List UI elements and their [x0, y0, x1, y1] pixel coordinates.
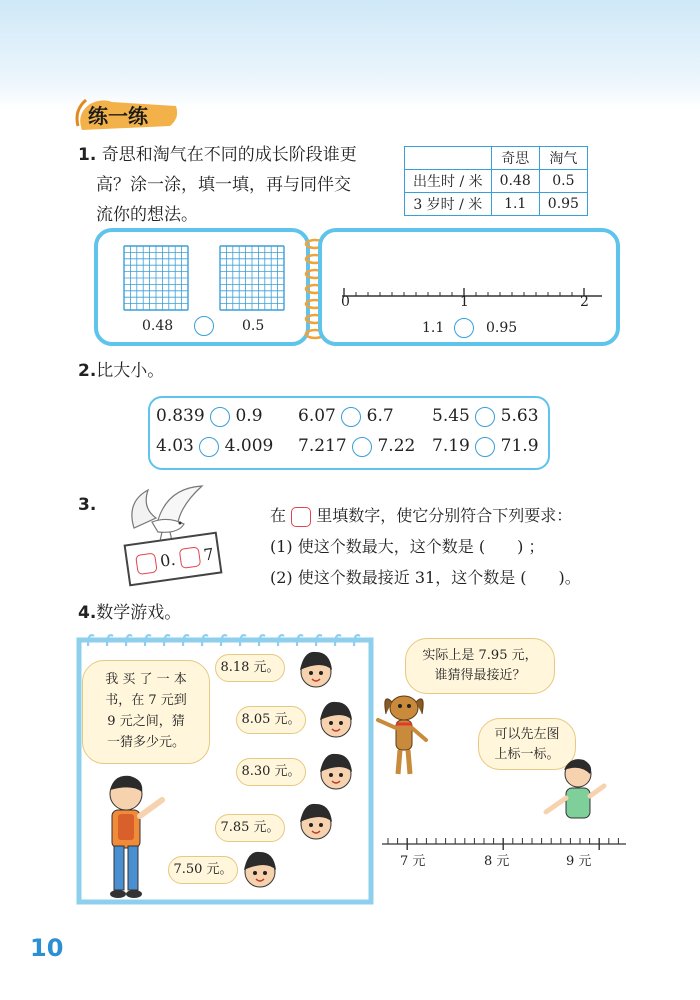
compare-left: 7.217 — [298, 436, 347, 456]
header-band — [0, 0, 700, 110]
child-face-icon — [244, 852, 276, 887]
q2-title — [78, 356, 164, 386]
page-number: 10 — [30, 934, 64, 962]
q1-line-3: 流你的想法。 — [96, 205, 198, 225]
bubble-line: 谁猜得最接近？ — [434, 668, 526, 683]
q1-text — [78, 140, 398, 230]
child-face-icon — [320, 702, 352, 737]
q1-number-line-panel — [318, 228, 620, 346]
compare-right: 5.63 — [500, 406, 539, 426]
child-face-icon — [320, 754, 352, 789]
digit-box-icon — [291, 507, 311, 527]
number-line-tick-1: 1 — [460, 294, 469, 310]
compare-circle[interactable] — [454, 318, 474, 338]
bubble-line: 实际上是 7.95 元， — [422, 648, 538, 663]
number-line-tick-2: 2 — [580, 294, 589, 310]
line-left-label: 1.1 — [422, 320, 445, 336]
bubble-line: 上标一标。 — [494, 747, 560, 762]
compare-right: 6.7 — [366, 406, 394, 426]
compare-right: 0.9 — [235, 406, 263, 426]
line-right-label: 0.95 — [486, 320, 518, 336]
child-faces — [236, 640, 366, 900]
hundredths-grids — [98, 242, 306, 322]
compare-left: 4.03 — [156, 436, 194, 456]
compare-circle[interactable] — [199, 437, 219, 457]
compare-circle[interactable] — [210, 407, 230, 427]
table-cell: 0.48 — [491, 170, 539, 193]
grid-right-label: 0.5 — [242, 318, 265, 334]
dog-speech-bubble — [405, 638, 555, 694]
child-face-icon — [300, 804, 332, 839]
table-header-taoqi: 淘气 — [539, 147, 587, 170]
digit-box[interactable] — [135, 552, 158, 575]
bubble-line: 可以先左图 — [494, 727, 560, 742]
q2-title-text: 比大小。 — [96, 361, 165, 381]
table-cell — [405, 147, 492, 170]
boy-figure — [96, 772, 172, 902]
bubble-line: 一猜多少元。 — [106, 735, 185, 750]
bubble-line: 我 买 了 一 本 — [105, 672, 187, 687]
bubble-line: 9 元之间，猜 — [107, 714, 185, 729]
q3-number: 3. — [78, 495, 97, 515]
section-title: 练一练 — [88, 104, 148, 128]
compare-left: 7.19 — [432, 436, 470, 456]
q1-grid-panel — [94, 228, 310, 346]
compare-left: 5.45 — [432, 406, 470, 426]
compare-circle[interactable] — [352, 437, 372, 457]
dog-figure — [372, 690, 432, 780]
q3-line-2: (2) 使这个数最接近 31，这个数是 ( )。 — [270, 568, 581, 587]
guess-bubble: 7.85 元。 — [215, 814, 285, 842]
q4-title — [78, 598, 181, 628]
q1-height-table — [404, 146, 588, 216]
guess-bubble: 7.50 元。 — [168, 856, 238, 884]
q2-row-1 — [156, 406, 546, 432]
digit-box[interactable] — [179, 546, 202, 569]
compare-left: 6.07 — [298, 406, 336, 426]
boy-speech-bubble — [82, 660, 210, 764]
table-cell: 3 岁时 / 米 — [405, 193, 492, 216]
q3-line-1: (1) 使这个数最大，这个数是 ( ) ； — [270, 537, 545, 556]
table-cell: 出生时 / 米 — [405, 170, 492, 193]
compare-right: 71.9 — [500, 436, 539, 456]
grid-left-label: 0.48 — [142, 318, 174, 334]
q1-number: 1. — [78, 145, 97, 165]
ruler-label-7: 7 元 — [400, 854, 426, 869]
child-face-icon — [300, 652, 332, 687]
q3-text — [270, 500, 620, 593]
table-row — [405, 193, 588, 216]
q3-intro-before: 在 — [270, 506, 287, 525]
compare-circle[interactable] — [194, 316, 214, 336]
compare-left: 0.839 — [156, 406, 205, 426]
q4-number: 4. — [78, 603, 97, 623]
q3-intro-after: 里填数字，使它分别符合下列要求： — [316, 506, 573, 525]
card-middle: 0. — [158, 549, 177, 571]
ruler-label-9: 9 元 — [566, 854, 592, 869]
guess-bubble: 8.05 元。 — [236, 706, 306, 734]
table-cell: 0.5 — [539, 170, 587, 193]
q1-line-2: 高？涂一涂，填一填，再与同伴交 — [96, 175, 351, 195]
card-last: 7 — [202, 544, 216, 565]
kid-figure — [540, 756, 610, 826]
table-cell: 1.1 — [491, 193, 539, 216]
bubble-line: 书，在 7 元到 — [105, 693, 187, 708]
q4-title-text: 数学游戏。 — [96, 603, 182, 623]
table-header-row — [405, 147, 588, 170]
q2-number: 2. — [78, 361, 97, 381]
q1-line-1: 奇思和淘气在不同的成长阶段谁更 — [101, 145, 357, 165]
compare-right: 7.22 — [377, 436, 416, 456]
guess-bubble: 8.18 元。 — [215, 654, 285, 682]
compare-circle[interactable] — [475, 437, 495, 457]
table-cell: 0.95 — [539, 193, 587, 216]
compare-circle[interactable] — [341, 407, 361, 427]
q2-row-2 — [156, 436, 546, 462]
q3-number-wrap — [78, 490, 96, 520]
compare-right: 4.009 — [224, 436, 274, 456]
section-title-badge — [72, 96, 180, 132]
table-header-qisi: 奇思 — [491, 147, 539, 170]
guess-bubble: 8.30 元。 — [236, 758, 306, 786]
table-row — [405, 170, 588, 193]
ruler-label-8: 8 元 — [484, 854, 510, 869]
compare-circle[interactable] — [475, 407, 495, 427]
number-line-tick-0: 0 — [341, 294, 350, 310]
